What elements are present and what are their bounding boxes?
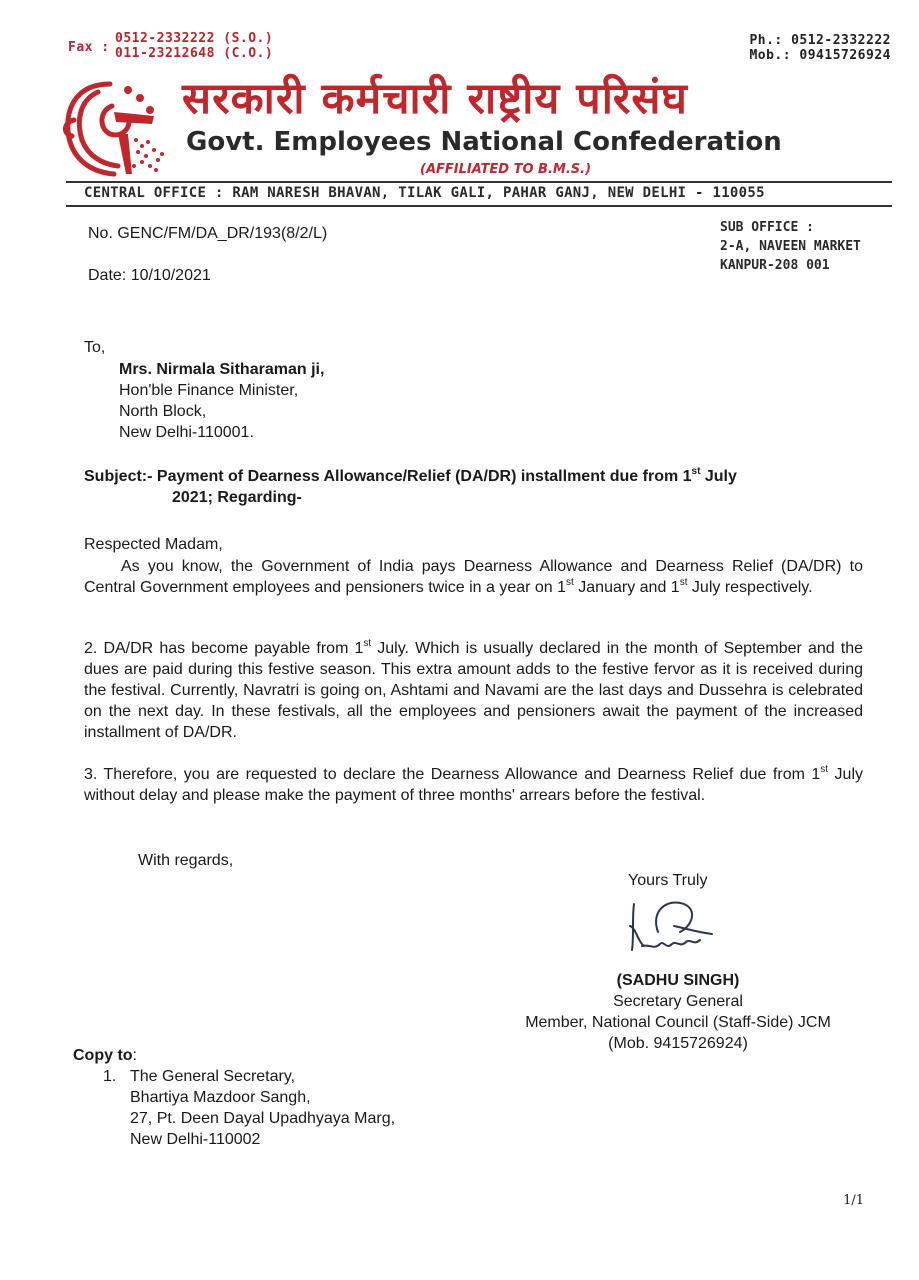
paragraph-text: July respectively. [687, 579, 813, 596]
closing-regards: With regards, [138, 852, 234, 869]
organization-name-hindi: सरकारी कर्मचारी राष्ट्रीय परिसंघ [182, 74, 688, 124]
copy-to-text: Copy to [73, 1047, 133, 1064]
central-office-address: CENTRAL OFFICE : RAM NARESH BHAVAN, TILAK GALI, PAHAR GANJ, NEW DELHI - 110055 [84, 185, 765, 201]
superscript: st [363, 637, 372, 649]
subject-line [84, 466, 866, 508]
copy-recipient-line: 27, Pt. Deen Dayal Upadhyaya Marg, [130, 1110, 396, 1127]
sub-office-line: KANPUR-208 001 [720, 258, 830, 273]
paragraph-text: July. Which is usually declared in the month of September and the dues are paid during this festive season. This extra amount adds to the festive fervor as it is received during the festival. Currently, Navratri is going on, Ashtami and Navami are the last days and Dussehra is celebrated on the next day. In these festivals, all the employees and pensioners await the payment of the increased installment of DA/DR. [84, 640, 864, 741]
fax-line-co: 011-23212648 (C.O.) [115, 46, 274, 61]
mobile-number: Mob.: 09415726924 [749, 48, 891, 63]
copy-to-colon: : [132, 1047, 137, 1064]
copy-recipient-line: New Delhi-110002 [130, 1131, 261, 1148]
organization-name-english: Govt. Employees National Confederation [186, 127, 782, 157]
signatory-line: Secretary General [613, 993, 743, 1010]
subject-text: Subject:- Payment of Dearness Allowance/Relief (DA/DR) installment due from 1 [84, 468, 692, 485]
fax-numbers [115, 31, 273, 61]
copy-recipient-line: The General Secretary, [130, 1068, 296, 1085]
sub-office-line: 2-A, NAVEEN MARKET [720, 239, 861, 254]
signatory-line: (Mob. 9415726924) [608, 1035, 748, 1052]
closing-yours-truly: Yours Truly [628, 872, 708, 889]
fax-line-so: 0512-2332222 (S.O.) [115, 31, 274, 46]
superscript: st [566, 576, 574, 588]
paragraph-text: July without delay and please make the payment of three months' arrears before the festival. [84, 766, 864, 804]
copy-recipient [103, 1066, 395, 1150]
phone-block [749, 33, 891, 63]
paragraph-1 [84, 556, 863, 598]
subject-superscript: st [691, 465, 701, 477]
superscript: st [679, 576, 688, 588]
subject-text-line2: 2021; Regarding- [172, 489, 302, 506]
sub-office-line: SUB OFFICE : [720, 220, 814, 235]
recipient-line: Hon'ble Finance Minister, [119, 382, 299, 399]
phone-number: Ph.: 0512-2332222 [749, 33, 891, 48]
superscript: st [820, 763, 829, 775]
copy-to-label [73, 1045, 137, 1066]
paragraph-text: As you know, the Government of India pays Dearness Allowance and Dearness Relief (DA/DR) to Central Government employees and pensioners twice in a year on 1 [84, 558, 863, 596]
recipient-line: New Delhi-110001. [119, 424, 254, 441]
reference-number: No. GENC/FM/DA_DR/193(8/2/L) [88, 225, 328, 242]
sub-office-address [720, 218, 861, 275]
page-number: 1/1 [843, 1193, 864, 1208]
paragraph-text: 3. Therefore, you are requested to declare the Dearness Allowance and Dearness Relief due from 1 [84, 766, 821, 783]
header-rule-bottom [66, 205, 892, 207]
affiliation: (AFFILIATED TO B.M.S.) [420, 162, 592, 177]
recipient-name: Mrs. Nirmala Sitharaman ji, [119, 361, 325, 378]
recipient-line: North Block, [119, 403, 207, 420]
to-label: To, [84, 339, 106, 356]
copy-recipient-line: Bhartiya Mazdoor Sangh, [130, 1089, 311, 1106]
fax-label: Fax : [68, 40, 110, 55]
organization-logo-icon [58, 76, 170, 180]
header-rule-top [66, 181, 892, 183]
subject-text: July [700, 468, 737, 485]
paragraph-text: January and 1 [573, 579, 680, 596]
signatory-name: (SADHU SINGH) [616, 972, 740, 989]
paragraph-2 [84, 638, 863, 743]
paragraph-3 [84, 764, 863, 806]
paragraph-text: 2. DA/DR has become payable from 1 [84, 640, 364, 657]
salutation: Respected Madam, [84, 536, 223, 553]
copy-recipient-number: 1. [103, 1068, 117, 1085]
letter-date: Date: 10/10/2021 [88, 267, 211, 284]
signatory-line: Member, National Council (Staff-Side) JCM [525, 1014, 831, 1031]
recipient-address [119, 359, 324, 443]
signature-icon [622, 896, 722, 958]
signatory-block [478, 970, 878, 1054]
